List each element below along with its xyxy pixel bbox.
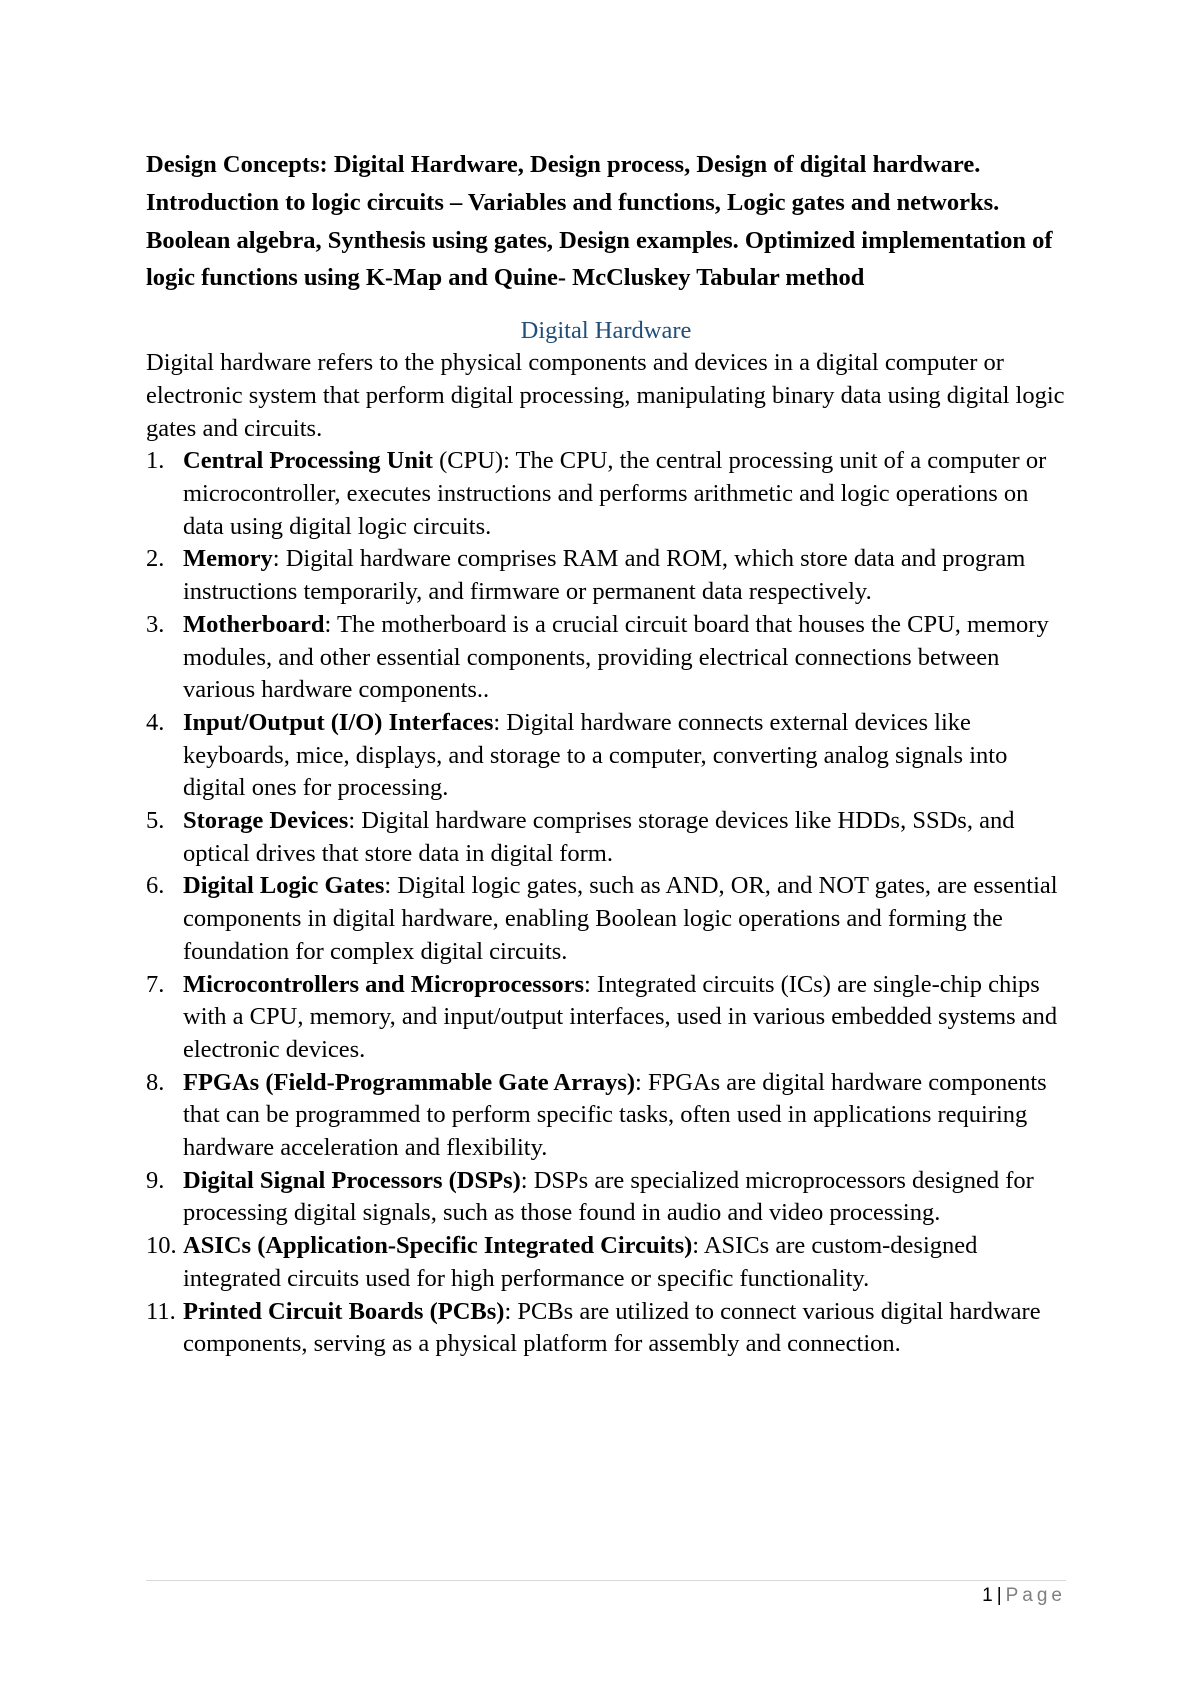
list-item bbox=[146, 609, 1066, 707]
page-footer bbox=[982, 1585, 1066, 1607]
list-item-number: 5. bbox=[146, 807, 165, 835]
document-heading: Design Concepts: Digital Hardware, Design process, Design of digital hardware. Introduction to logic circuits – Variables and functions, Logic gates and networks. Boolean algebra, Synthesis using gates, Design examples. Optimized implementation of logic functions using K-Map and Quine- McCluskey Tabular method bbox=[146, 151, 1053, 292]
list-item bbox=[146, 870, 1066, 968]
list-item-number: 11. bbox=[146, 1297, 176, 1325]
list-item-description: : DSPs are specialized microprocessors designed for processing digital signals, such as those found in audio and video processing. bbox=[183, 1166, 1034, 1227]
list-item-number: 2. bbox=[146, 545, 165, 573]
list-item bbox=[146, 805, 1066, 870]
list-item-number: 8. bbox=[146, 1068, 165, 1096]
list-item-number: 3. bbox=[146, 610, 165, 638]
page-label: Page bbox=[1005, 1585, 1066, 1606]
list-item-term: ASICs (Application-Specific Integrated Circuits) bbox=[183, 1232, 693, 1260]
list-item-description: : Digital logic gates, such as AND, OR, and NOT gates, are essential components in digital hardware, enabling Boolean logic operations and forming the foundation for complex digital circuits. bbox=[183, 872, 1058, 965]
list-item-number: 7. bbox=[146, 970, 165, 998]
list-item-description: : The motherboard is a crucial circuit board that houses the CPU, memory modules, and other essential components, providing electrical connections between various hardware components.. bbox=[183, 610, 1049, 704]
list-item-number: 6. bbox=[146, 872, 165, 900]
list-item-term: Digital Signal Processors (DSPs) bbox=[183, 1166, 521, 1194]
page-content bbox=[146, 146, 1066, 1361]
list-item-term: Printed Circuit Boards (PCBs) bbox=[183, 1297, 505, 1325]
list-item-description: : ASICs are custom-designed integrated circuits used for high performance or specific functionality. bbox=[183, 1232, 978, 1292]
list-item-term: Motherboard bbox=[183, 610, 325, 638]
hardware-list bbox=[146, 445, 1066, 1361]
list-item-number: 4. bbox=[146, 708, 165, 736]
list-item-description: : FPGAs are digital hardware components that can be programmed to perform specific tasks, often used in applications requiring hardware acceleration and flexibility. bbox=[183, 1068, 1047, 1162]
list-item bbox=[146, 1067, 1066, 1165]
list-item-description: : Integrated circuits (ICs) are single-chip chips with a CPU, memory, and input/output interfaces, used in various embedded systems and electronic devices. bbox=[183, 970, 1058, 1063]
list-item-term: Digital Logic Gates bbox=[183, 872, 385, 900]
list-item-number: 1. bbox=[146, 447, 165, 475]
list-item bbox=[146, 1296, 1066, 1361]
list-item bbox=[146, 445, 1066, 543]
list-item-description: (CPU): The CPU, the central processing unit of a computer or microcontroller, executes instructions and performs arithmetic and logic operations on data using digital logic circuits. bbox=[183, 447, 1047, 540]
page-separator: | bbox=[996, 1585, 1002, 1606]
list-item-description: : Digital hardware connects external devices like keyboards, mice, displays, and storage to a computer, converting analog signals into digital ones for processing. bbox=[183, 708, 1008, 802]
list-item bbox=[146, 543, 1066, 608]
list-item-term: Storage Devices bbox=[183, 807, 349, 835]
list-item-term: Microcontrollers and Microprocessors bbox=[183, 970, 584, 998]
list-item-description: : PCBs are utilized to connect various digital hardware components, serving as a physical platform for assembly and connection. bbox=[183, 1297, 1041, 1358]
list-item-term: Memory bbox=[183, 545, 273, 573]
list-item-term: Central Processing Unit bbox=[183, 447, 433, 475]
list-item-term: FPGAs (Field-Programmable Gate Arrays) bbox=[183, 1068, 636, 1096]
list-item bbox=[146, 1165, 1066, 1230]
list-item-number: 9. bbox=[146, 1166, 165, 1194]
list-item-description: : Digital hardware comprises RAM and ROM, which store data and program instructions temporarily, and firmware or permanent data respectively. bbox=[183, 545, 1026, 606]
list-item-description: : Digital hardware comprises storage devices like HDDs, SSDs, and optical drives that store data in digital form. bbox=[183, 807, 1015, 867]
list-item bbox=[146, 969, 1066, 1067]
list-item-term: Input/Output (I/O) Interfaces bbox=[183, 708, 494, 736]
section-title: Digital Hardware bbox=[520, 317, 692, 345]
list-item bbox=[146, 707, 1066, 805]
section-intro: Digital hardware refers to the physical components and devices in a digital computer or electronic system that perform digital processing, manipulating binary data using digital logic gates and circuits. bbox=[146, 349, 1065, 442]
footer-divider bbox=[146, 1580, 1066, 1581]
list-item-number: 10. bbox=[146, 1232, 177, 1260]
list-item bbox=[146, 1230, 1066, 1295]
page-number: 1 bbox=[982, 1585, 993, 1606]
